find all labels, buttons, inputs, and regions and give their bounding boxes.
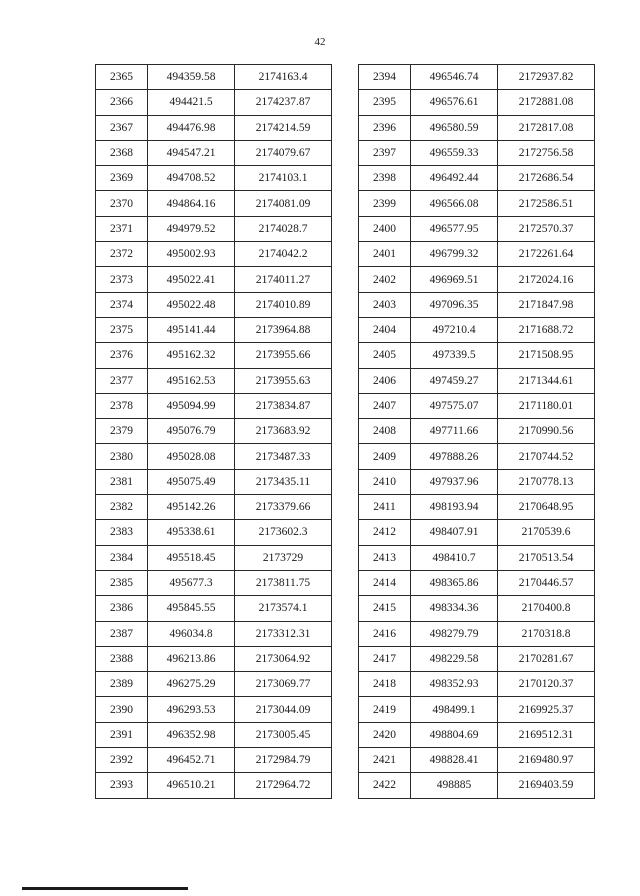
x-coordinate-cell: 497575.07 <box>411 393 498 418</box>
x-coordinate-cell: 496566.08 <box>411 191 498 216</box>
point-id-cell: 2406 <box>359 368 411 393</box>
table-row <box>96 570 332 595</box>
y-coordinate-cell: 2169480.97 <box>498 748 595 773</box>
point-id-cell: 2391 <box>96 722 148 747</box>
y-coordinate-cell: 2173435.11 <box>235 469 332 494</box>
point-id-cell: 2420 <box>359 722 411 747</box>
table-row <box>359 520 595 545</box>
table-row <box>359 242 595 267</box>
point-id-cell: 2412 <box>359 520 411 545</box>
table-row <box>359 646 595 671</box>
y-coordinate-cell: 2170778.13 <box>498 469 595 494</box>
x-coordinate-cell: 496452.71 <box>148 748 235 773</box>
table-row <box>359 672 595 697</box>
y-coordinate-cell: 2173312.31 <box>235 621 332 646</box>
y-coordinate-cell: 2170539.6 <box>498 520 595 545</box>
y-coordinate-cell: 2172570.37 <box>498 216 595 241</box>
table-row <box>359 444 595 469</box>
y-coordinate-cell: 2174010.89 <box>235 292 332 317</box>
point-id-cell: 2421 <box>359 748 411 773</box>
point-id-cell: 2414 <box>359 570 411 595</box>
point-id-cell: 2408 <box>359 419 411 444</box>
table-row <box>96 140 332 165</box>
y-coordinate-cell: 2172686.54 <box>498 166 595 191</box>
x-coordinate-cell: 495094.99 <box>148 393 235 418</box>
point-id-cell: 2369 <box>96 166 148 191</box>
point-id-cell: 2378 <box>96 393 148 418</box>
x-coordinate-cell: 494708.52 <box>148 166 235 191</box>
y-coordinate-cell: 2169925.37 <box>498 697 595 722</box>
y-coordinate-cell: 2173574.1 <box>235 596 332 621</box>
table-row <box>96 65 332 90</box>
table-row <box>96 419 332 444</box>
table-row <box>96 646 332 671</box>
y-coordinate-cell: 2172756.58 <box>498 140 595 165</box>
point-id-cell: 2403 <box>359 292 411 317</box>
x-coordinate-cell: 498352.93 <box>411 672 498 697</box>
x-coordinate-cell: 495022.41 <box>148 267 235 292</box>
x-coordinate-cell: 498828.41 <box>411 748 498 773</box>
x-coordinate-cell: 496546.74 <box>411 65 498 90</box>
point-id-cell: 2397 <box>359 140 411 165</box>
point-id-cell: 2371 <box>96 216 148 241</box>
y-coordinate-cell: 2173834.87 <box>235 393 332 418</box>
y-coordinate-cell: 2171180.01 <box>498 393 595 418</box>
table-row <box>96 672 332 697</box>
table-row <box>359 596 595 621</box>
y-coordinate-cell: 2173064.92 <box>235 646 332 671</box>
y-coordinate-cell: 2169403.59 <box>498 773 595 798</box>
table-row <box>359 191 595 216</box>
x-coordinate-cell: 496034.8 <box>148 621 235 646</box>
y-coordinate-cell: 2172984.79 <box>235 748 332 773</box>
point-id-cell: 2422 <box>359 773 411 798</box>
point-id-cell: 2409 <box>359 444 411 469</box>
point-id-cell: 2377 <box>96 368 148 393</box>
y-coordinate-cell: 2174214.59 <box>235 115 332 140</box>
table-row <box>359 469 595 494</box>
x-coordinate-cell: 496213.86 <box>148 646 235 671</box>
y-coordinate-cell: 2174163.4 <box>235 65 332 90</box>
y-coordinate-cell: 2174237.87 <box>235 90 332 115</box>
y-coordinate-cell: 2173379.66 <box>235 495 332 520</box>
x-coordinate-cell: 496577.95 <box>411 216 498 241</box>
x-coordinate-cell: 495845.55 <box>148 596 235 621</box>
table-row <box>96 90 332 115</box>
table-row <box>359 419 595 444</box>
x-coordinate-cell: 495162.32 <box>148 343 235 368</box>
table-row <box>96 621 332 646</box>
table-row <box>359 697 595 722</box>
y-coordinate-cell: 2169512.31 <box>498 722 595 747</box>
table-row <box>359 343 595 368</box>
x-coordinate-cell: 495677.3 <box>148 570 235 595</box>
table-row <box>359 292 595 317</box>
point-id-cell: 2398 <box>359 166 411 191</box>
x-coordinate-cell: 495162.53 <box>148 368 235 393</box>
y-coordinate-cell: 2172024.16 <box>498 267 595 292</box>
y-coordinate-cell: 2174011.27 <box>235 267 332 292</box>
table-row <box>359 773 595 798</box>
point-id-cell: 2416 <box>359 621 411 646</box>
table-row <box>96 292 332 317</box>
y-coordinate-cell: 2172586.51 <box>498 191 595 216</box>
x-coordinate-cell: 497210.4 <box>411 317 498 342</box>
x-coordinate-cell: 497937.96 <box>411 469 498 494</box>
point-id-cell: 2396 <box>359 115 411 140</box>
point-id-cell: 2386 <box>96 596 148 621</box>
table-row <box>96 520 332 545</box>
y-coordinate-cell: 2174081.09 <box>235 191 332 216</box>
x-coordinate-cell: 496492.44 <box>411 166 498 191</box>
x-coordinate-cell: 498885 <box>411 773 498 798</box>
x-coordinate-cell: 497459.27 <box>411 368 498 393</box>
point-id-cell: 2376 <box>96 343 148 368</box>
x-coordinate-cell: 496352.98 <box>148 722 235 747</box>
y-coordinate-cell: 2170400.8 <box>498 596 595 621</box>
x-coordinate-cell: 495028.08 <box>148 444 235 469</box>
y-coordinate-cell: 2170120.37 <box>498 672 595 697</box>
point-id-cell: 2374 <box>96 292 148 317</box>
table-row <box>96 444 332 469</box>
x-coordinate-cell: 498229.58 <box>411 646 498 671</box>
table-row <box>359 368 595 393</box>
y-coordinate-cell: 2173955.63 <box>235 368 332 393</box>
table-row <box>96 343 332 368</box>
x-coordinate-cell: 498334.36 <box>411 596 498 621</box>
y-coordinate-cell: 2170648.95 <box>498 495 595 520</box>
point-id-cell: 2370 <box>96 191 148 216</box>
coordinate-table-right <box>358 64 595 799</box>
x-coordinate-cell: 496293.53 <box>148 697 235 722</box>
x-coordinate-cell: 497888.26 <box>411 444 498 469</box>
table-row <box>96 216 332 241</box>
x-coordinate-cell: 495022.48 <box>148 292 235 317</box>
x-coordinate-cell: 494359.58 <box>148 65 235 90</box>
point-id-cell: 2417 <box>359 646 411 671</box>
y-coordinate-cell: 2170744.52 <box>498 444 595 469</box>
point-id-cell: 2390 <box>96 697 148 722</box>
y-coordinate-cell: 2170281.67 <box>498 646 595 671</box>
table-row <box>96 191 332 216</box>
table-row <box>96 596 332 621</box>
y-coordinate-cell: 2172817.08 <box>498 115 595 140</box>
point-id-cell: 2400 <box>359 216 411 241</box>
x-coordinate-cell: 496559.33 <box>411 140 498 165</box>
point-id-cell: 2368 <box>96 140 148 165</box>
y-coordinate-cell: 2173683.92 <box>235 419 332 444</box>
point-id-cell: 2382 <box>96 495 148 520</box>
x-coordinate-cell: 495142.26 <box>148 495 235 520</box>
table-row <box>96 469 332 494</box>
point-id-cell: 2394 <box>359 65 411 90</box>
table-row <box>359 166 595 191</box>
y-coordinate-cell: 2173729 <box>235 545 332 570</box>
y-coordinate-cell: 2174042.2 <box>235 242 332 267</box>
table-row <box>359 545 595 570</box>
point-id-cell: 2395 <box>359 90 411 115</box>
point-id-cell: 2385 <box>96 570 148 595</box>
table-row <box>96 166 332 191</box>
table-row <box>359 90 595 115</box>
point-id-cell: 2389 <box>96 672 148 697</box>
table-row <box>359 748 595 773</box>
x-coordinate-cell: 498279.79 <box>411 621 498 646</box>
coordinate-table-left <box>95 64 332 799</box>
point-id-cell: 2407 <box>359 393 411 418</box>
table-row <box>359 140 595 165</box>
table-row <box>96 722 332 747</box>
point-id-cell: 2405 <box>359 343 411 368</box>
table-row <box>96 242 332 267</box>
x-coordinate-cell: 495141.44 <box>148 317 235 342</box>
point-id-cell: 2402 <box>359 267 411 292</box>
x-coordinate-cell: 495075.49 <box>148 469 235 494</box>
point-id-cell: 2401 <box>359 242 411 267</box>
point-id-cell: 2404 <box>359 317 411 342</box>
table-row <box>96 697 332 722</box>
x-coordinate-cell: 494421.5 <box>148 90 235 115</box>
point-id-cell: 2367 <box>96 115 148 140</box>
y-coordinate-cell: 2174028.7 <box>235 216 332 241</box>
table-row <box>96 368 332 393</box>
x-coordinate-cell: 496576.61 <box>411 90 498 115</box>
x-coordinate-cell: 498804.69 <box>411 722 498 747</box>
y-coordinate-cell: 2174079.67 <box>235 140 332 165</box>
point-id-cell: 2375 <box>96 317 148 342</box>
x-coordinate-cell: 495518.45 <box>148 545 235 570</box>
point-id-cell: 2399 <box>359 191 411 216</box>
point-id-cell: 2383 <box>96 520 148 545</box>
x-coordinate-cell: 498365.86 <box>411 570 498 595</box>
x-coordinate-cell: 496510.21 <box>148 773 235 798</box>
point-id-cell: 2388 <box>96 646 148 671</box>
y-coordinate-cell: 2171344.61 <box>498 368 595 393</box>
x-coordinate-cell: 498193.94 <box>411 495 498 520</box>
y-coordinate-cell: 2172881.08 <box>498 90 595 115</box>
x-coordinate-cell: 498499.1 <box>411 697 498 722</box>
point-id-cell: 2413 <box>359 545 411 570</box>
x-coordinate-cell: 497096.35 <box>411 292 498 317</box>
point-id-cell: 2384 <box>96 545 148 570</box>
x-coordinate-cell: 496969.51 <box>411 267 498 292</box>
x-coordinate-cell: 495076.79 <box>148 419 235 444</box>
table-row <box>96 748 332 773</box>
x-coordinate-cell: 494476.98 <box>148 115 235 140</box>
y-coordinate-cell: 2173487.33 <box>235 444 332 469</box>
table-row <box>359 495 595 520</box>
x-coordinate-cell: 496799.32 <box>411 242 498 267</box>
y-coordinate-cell: 2173602.3 <box>235 520 332 545</box>
table-row <box>359 65 595 90</box>
table-row <box>359 570 595 595</box>
point-id-cell: 2366 <box>96 90 148 115</box>
page-number: 42 <box>314 36 326 48</box>
y-coordinate-cell: 2172261.64 <box>498 242 595 267</box>
footer-rule <box>22 887 188 890</box>
y-coordinate-cell: 2171688.72 <box>498 317 595 342</box>
y-coordinate-cell: 2170513.54 <box>498 545 595 570</box>
point-id-cell: 2415 <box>359 596 411 621</box>
y-coordinate-cell: 2171847.98 <box>498 292 595 317</box>
y-coordinate-cell: 2174103.1 <box>235 166 332 191</box>
y-coordinate-cell: 2172937.82 <box>498 65 595 90</box>
point-id-cell: 2365 <box>96 65 148 90</box>
x-coordinate-cell: 498407.91 <box>411 520 498 545</box>
y-coordinate-cell: 2171508.95 <box>498 343 595 368</box>
y-coordinate-cell: 2173044.09 <box>235 697 332 722</box>
x-coordinate-cell: 496580.59 <box>411 115 498 140</box>
x-coordinate-cell: 497711.66 <box>411 419 498 444</box>
x-coordinate-cell: 496275.29 <box>148 672 235 697</box>
point-id-cell: 2372 <box>96 242 148 267</box>
point-id-cell: 2387 <box>96 621 148 646</box>
y-coordinate-cell: 2173005.45 <box>235 722 332 747</box>
y-coordinate-cell: 2173955.66 <box>235 343 332 368</box>
point-id-cell: 2381 <box>96 469 148 494</box>
y-coordinate-cell: 2170318.8 <box>498 621 595 646</box>
table-row <box>96 317 332 342</box>
x-coordinate-cell: 497339.5 <box>411 343 498 368</box>
x-coordinate-cell: 494864.16 <box>148 191 235 216</box>
point-id-cell: 2392 <box>96 748 148 773</box>
y-coordinate-cell: 2170990.56 <box>498 419 595 444</box>
point-id-cell: 2419 <box>359 697 411 722</box>
y-coordinate-cell: 2173964.88 <box>235 317 332 342</box>
point-id-cell: 2380 <box>96 444 148 469</box>
y-coordinate-cell: 2170446.57 <box>498 570 595 595</box>
x-coordinate-cell: 495338.61 <box>148 520 235 545</box>
x-coordinate-cell: 498410.7 <box>411 545 498 570</box>
table-row <box>359 621 595 646</box>
table-row <box>359 722 595 747</box>
y-coordinate-cell: 2172964.72 <box>235 773 332 798</box>
point-id-cell: 2411 <box>359 495 411 520</box>
table-row <box>359 393 595 418</box>
x-coordinate-cell: 494547.21 <box>148 140 235 165</box>
table-row <box>96 773 332 798</box>
table-row <box>359 267 595 292</box>
point-id-cell: 2373 <box>96 267 148 292</box>
x-coordinate-cell: 494979.52 <box>148 216 235 241</box>
y-coordinate-cell: 2173811.75 <box>235 570 332 595</box>
table-row <box>359 216 595 241</box>
point-id-cell: 2410 <box>359 469 411 494</box>
table-row <box>359 115 595 140</box>
y-coordinate-cell: 2173069.77 <box>235 672 332 697</box>
table-row <box>96 115 332 140</box>
table-row <box>96 267 332 292</box>
table-row <box>359 317 595 342</box>
point-id-cell: 2418 <box>359 672 411 697</box>
table-row <box>96 545 332 570</box>
point-id-cell: 2379 <box>96 419 148 444</box>
x-coordinate-cell: 495002.93 <box>148 242 235 267</box>
table-row <box>96 495 332 520</box>
point-id-cell: 2393 <box>96 773 148 798</box>
table-row <box>96 393 332 418</box>
